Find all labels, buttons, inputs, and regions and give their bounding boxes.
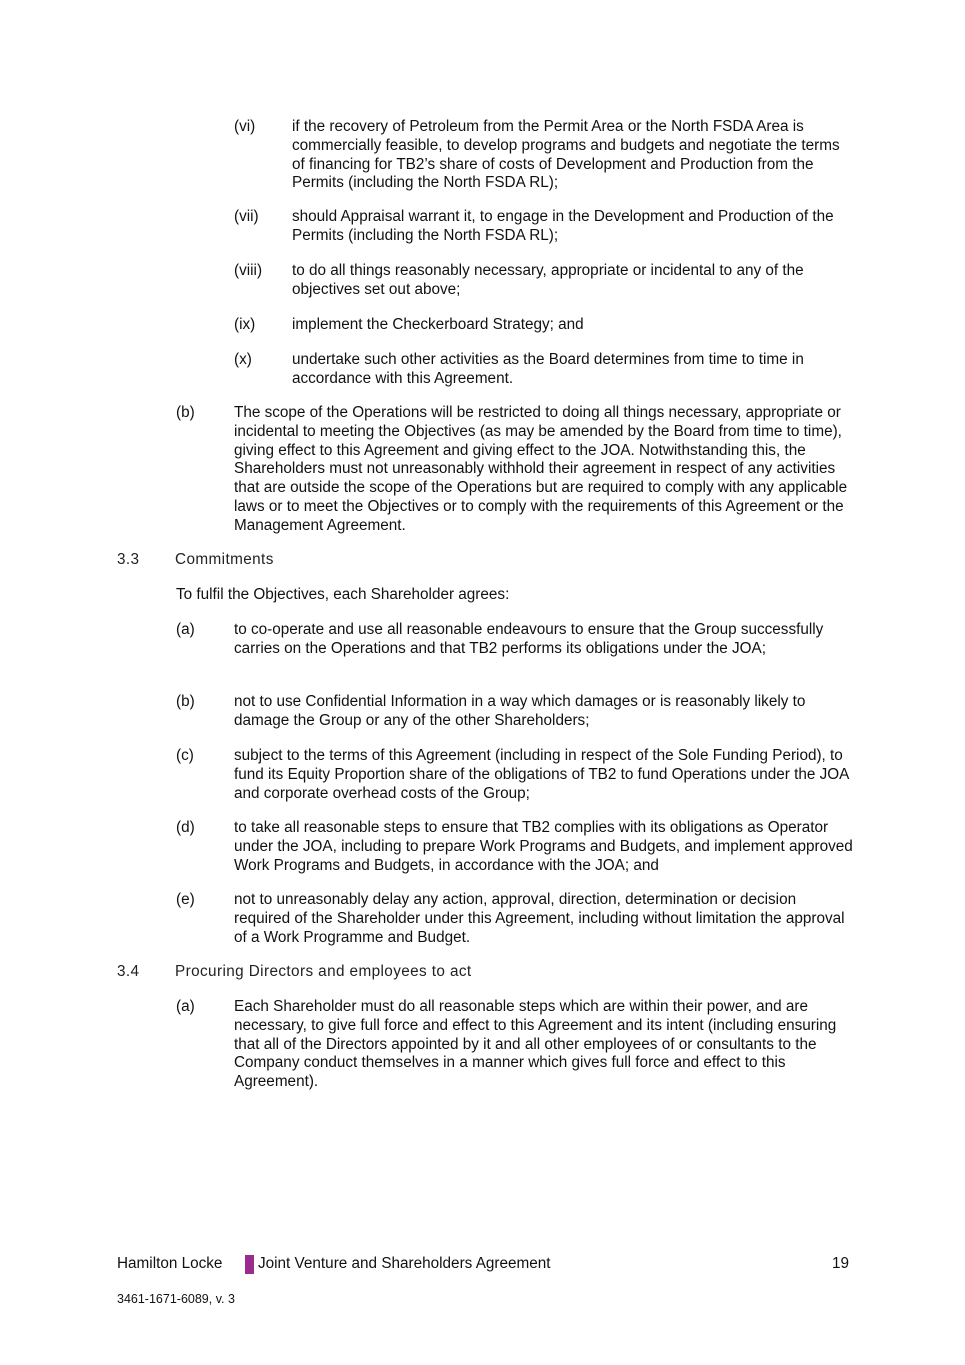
item-text: undertake such other activities as the Board determines from time to time in accordance with this Agreement. [292, 351, 804, 387]
section-title: Procuring Directors and employees to act [175, 963, 472, 980]
item-number: (vii) [234, 208, 259, 225]
item-number: (b) [176, 404, 195, 421]
item-text: to co-operate and use all reasonable endeavours to ensure that the Group successfully carries on the Operations and that TB2 performs its obligations under the JOA; [234, 621, 824, 657]
page-number: 19 [831, 1255, 849, 1272]
footer-firm-name: Hamilton Locke [117, 1255, 223, 1272]
item-text: should Appraisal warrant it, to engage in the Development and Production of the Permits (including the North FSDA RL); [292, 208, 834, 244]
item-number: (ix) [234, 316, 256, 333]
item-number: (e) [176, 891, 195, 908]
item-number: (viii) [234, 262, 263, 279]
item-number: (a) [176, 998, 195, 1015]
footer-document-title: Joint Venture and Shareholders Agreement [258, 1255, 551, 1272]
item-text: Each Shareholder must do all reasonable steps which are within their power, and are necessary, to give full force and effect to this Agreement and its intent (including ensuring that all of the Directors appointed by it and all other employees of or consultants to the Company conduct themselves in a manner which gives full force and effect to this Agreement). [234, 998, 837, 1091]
item-number: (d) [176, 819, 195, 836]
footer-accent-bar [245, 1255, 254, 1274]
item-text: if the recovery of Petroleum from the Permit Area or the North FSDA Area is commercially feasible, to develop programs and budgets and negotiate the terms of financing for TB2’s share of costs of Development and Production from the Permits (including the North FSDA RL); [292, 118, 840, 192]
item-text: The scope of the Operations will be restricted to doing all things necessary, appropriate or incidental to meeting the Objectives (as may be amended by the Board from time to time), giving effect to this Agreement and giving effect to the JOA. Notwithstanding this, the Shareholders must not unreasonably withhold their agreement in respect of any activities that are outside the scope of the Operations but are required to comply with any applicable laws or to meet the Objectives or to comply with the requirements of this Agreement or the Management Agreement. [234, 404, 848, 534]
document-id: 3461-1671-6089, v. 3 [117, 1292, 235, 1306]
item-text: subject to the terms of this Agreement (including in respect of the Sole Funding Period), to fund its Equity Proportion share of the obligations of TB2 to fund Operations under the JOA and corporate overhead costs of the Group; [234, 747, 849, 802]
page-footer [117, 1255, 849, 1275]
item-number: (c) [176, 747, 194, 764]
section-number: 3.4 [117, 963, 140, 980]
item-text: to do all things reasonably necessary, appropriate or incidental to any of the objectives set out above; [292, 262, 804, 298]
item-number: (b) [176, 693, 195, 710]
item-text: implement the Checkerboard Strategy; and [292, 316, 584, 333]
section-intro: To fulfil the Objectives, each Shareholder agrees: [176, 586, 510, 603]
item-number: (a) [176, 621, 195, 638]
section-title: Commitments [175, 551, 274, 568]
item-text: not to use Confidential Information in a way which damages or is reasonably likely to damage the Group or any of the other Shareholders; [234, 693, 806, 729]
item-number: (x) [234, 351, 252, 368]
section-number: 3.3 [117, 551, 140, 568]
item-text: to take all reasonable steps to ensure that TB2 complies with its obligations as Operator under the JOA, including to prepare Work Programs and Budgets, and implement approved Work Programs and Budgets, in accordance with the JOA; and [234, 819, 853, 874]
item-number: (vi) [234, 118, 256, 135]
item-text: not to unreasonably delay any action, approval, direction, determination or decision required of the Shareholder under this Agreement, including without limitation the approval of a Work Programme and Budget. [234, 891, 845, 946]
